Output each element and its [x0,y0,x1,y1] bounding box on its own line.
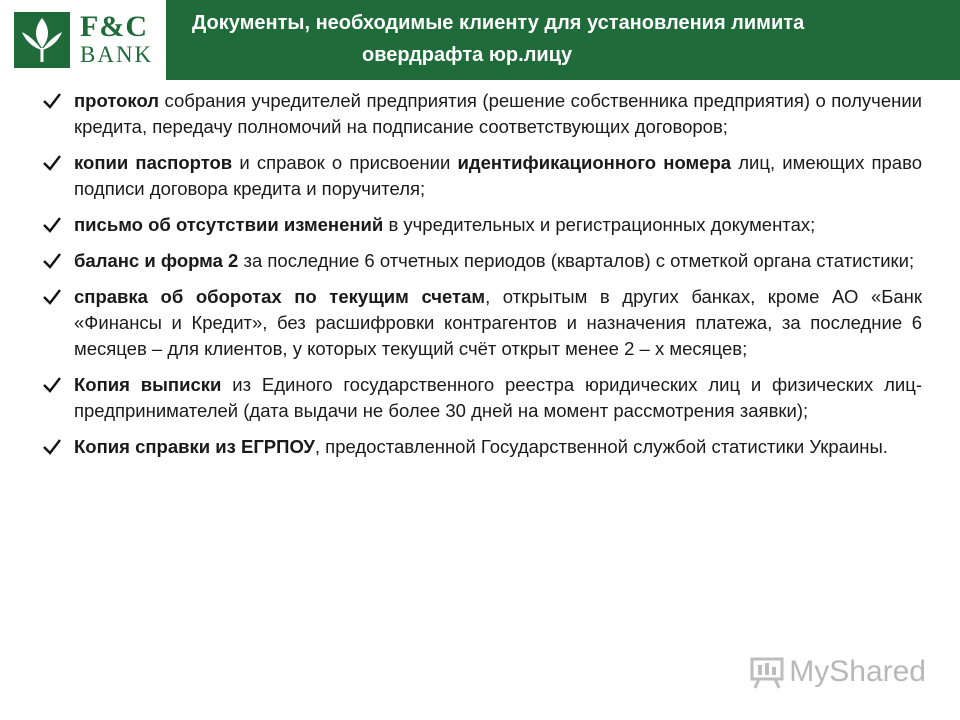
item-text: , открытым в других банках, кроме АО «Банк «Финансы и Кредит», без расшифровки контрагентов и назначения платежа, за последние 6 месяцев – для клиентов, у которых текущий счёт открыт менее 2 – х месяцев; [74,286,922,359]
item-text: и справок о присвоении [232,152,458,173]
page-title-line1: Документы, необходимые клиенту для установления лимита [192,12,805,34]
list-item [42,88,922,140]
item-bold: копии паспортов [74,152,233,173]
item-bold: Копия выписки [74,374,222,395]
list-item [42,248,922,274]
item-text: собрания учредителей предприятия (решение собственника предприятия) о получении кредита, передачу полномочий на подписание соответствующих договоров; [74,90,922,137]
list-item [42,212,922,238]
checkmark-icon [42,92,62,110]
item-bold: письмо об отсутствии изменений [74,214,384,235]
checkmark-icon [42,216,62,234]
logo-line2: BANK [80,42,154,67]
title-bar [166,0,960,80]
item-bold: Копия справки из ЕГРПОУ [74,436,315,457]
item-bold: справка об оборотах по текущим счетам [74,286,486,307]
item-text: из Единого государственного реестра юридических лиц и физических лиц-предпринимателей (дата выдачи не более 30 дней на момент рассмотрения заявки); [74,374,922,421]
item-bold: баланс и форма 2 [74,250,239,271]
item-text-2: лиц, имеющих право подписи договора кредита и поручителя; [74,152,922,199]
page-title-line2: овердрафта юр.лицу [362,44,573,66]
watermark [749,654,926,690]
checkmark-icon [42,154,62,172]
document-list [42,88,922,470]
list-item [42,372,922,424]
list-item [42,284,922,362]
item-text: за последние 6 отчетных периодов (кварталов) с отметкой органа статистики; [238,250,915,271]
item-bold-2: идентификационного номера [457,152,732,173]
item-bold: протокол [74,90,160,111]
item-text: в учредительных и регистрационных документах; [383,214,816,235]
checkmark-icon [42,438,62,456]
leaf-logo-icon [14,12,70,68]
checkmark-icon [42,376,62,394]
watermark-text: MyShared [789,655,926,688]
bank-logo [0,0,166,80]
presentation-board-icon [749,655,785,689]
logo-line1: F&C [80,10,148,43]
item-text: , предоставленной Государственной службой статистики Украины. [314,436,888,457]
list-item [42,434,922,460]
checkmark-icon [42,288,62,306]
logo-wordmark [80,12,164,67]
list-item [42,150,922,202]
header [0,0,960,84]
checkmark-icon [42,252,62,270]
